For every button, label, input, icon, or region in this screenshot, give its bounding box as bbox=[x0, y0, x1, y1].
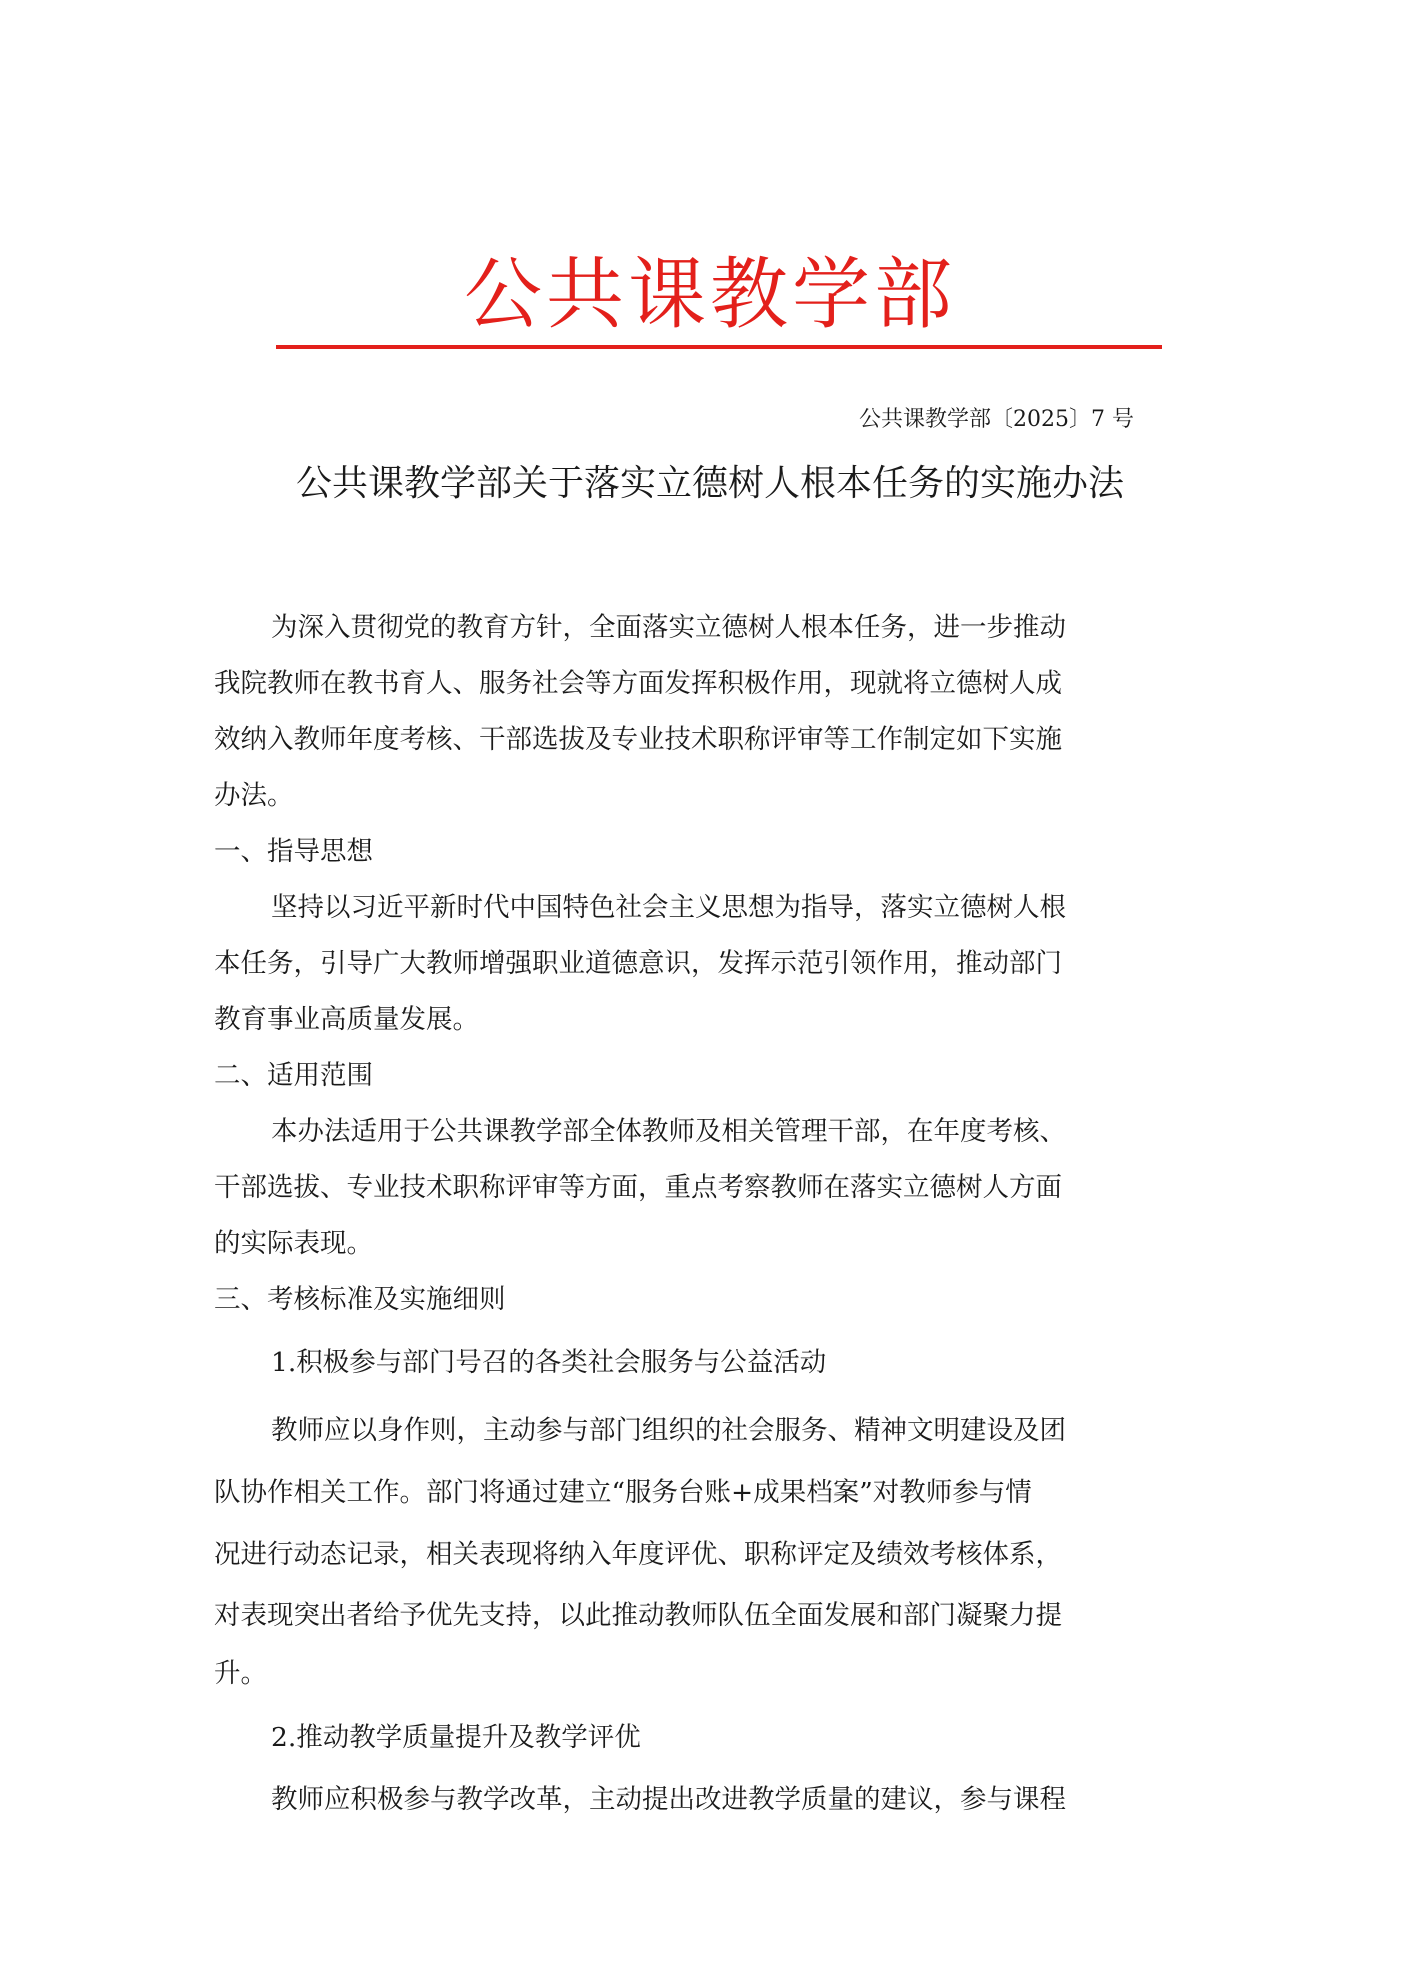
subsection-heading: 1.积极参与部门号召的各类社会服务与公益活动 bbox=[271, 1347, 827, 1378]
section-heading: 二、适用范围 bbox=[214, 1060, 373, 1091]
body-line: 的实际表现。 bbox=[214, 1228, 373, 1259]
body-line: 本任务，引导广大教师增强职业道德意识，发挥示范引领作用，推动部门 bbox=[214, 948, 1062, 979]
section-heading: 一、指导思想 bbox=[214, 836, 373, 867]
body-line: 我院教师在教书育人、服务社会等方面发挥积极作用，现就将立德树人成 bbox=[214, 668, 1062, 699]
body-line: 本办法适用于公共课教学部全体教师及相关管理干部，在年度考核、 bbox=[271, 1116, 1066, 1147]
subsection-heading: 2.推动教学质量提升及教学评优 bbox=[271, 1722, 641, 1753]
body-line: 坚持以习近平新时代中国特色社会主义思想为指导，落实立德树人根 bbox=[271, 892, 1066, 923]
body-line: 为深入贯彻党的教育方针，全面落实立德树人根本任务，进一步推动 bbox=[271, 612, 1066, 643]
body-line: 教育事业高质量发展。 bbox=[214, 1004, 479, 1035]
body-line: 办法。 bbox=[214, 780, 294, 811]
document-number: 公共课教学部〔2025〕7 号 bbox=[859, 407, 1134, 432]
section-heading: 三、考核标准及实施细则 bbox=[214, 1284, 506, 1315]
body-line: 升。 bbox=[214, 1658, 267, 1689]
masthead-title: 公共课教学部 bbox=[463, 250, 956, 340]
body-line: 效纳入教师年度考核、干部选拔及专业技术职称评审等工作制定如下实施 bbox=[214, 724, 1062, 755]
body-line: 对表现突出者给予优先支持，以此推动教师队伍全面发展和部门凝聚力提 bbox=[214, 1600, 1062, 1631]
body-line: 干部选拔、专业技术职称评审等方面，重点考察教师在落实立德树人方面 bbox=[214, 1172, 1062, 1203]
document-title: 公共课教学部关于落实立德树人根本任务的实施办法 bbox=[295, 463, 1124, 504]
red-divider-line bbox=[276, 345, 1162, 349]
body-line: 教师应以身作则，主动参与部门组织的社会服务、精神文明建设及团 bbox=[271, 1415, 1066, 1446]
body-line: 教师应积极参与教学改革，主动提出改进教学质量的建议，参与课程 bbox=[271, 1784, 1066, 1815]
body-line: 队协作相关工作。部门将通过建立“服务台账+成果档案”对教师参与情 bbox=[214, 1477, 1032, 1508]
body-line: 况进行动态记录，相关表现将纳入年度评优、职称评定及绩效考核体系， bbox=[214, 1539, 1062, 1570]
